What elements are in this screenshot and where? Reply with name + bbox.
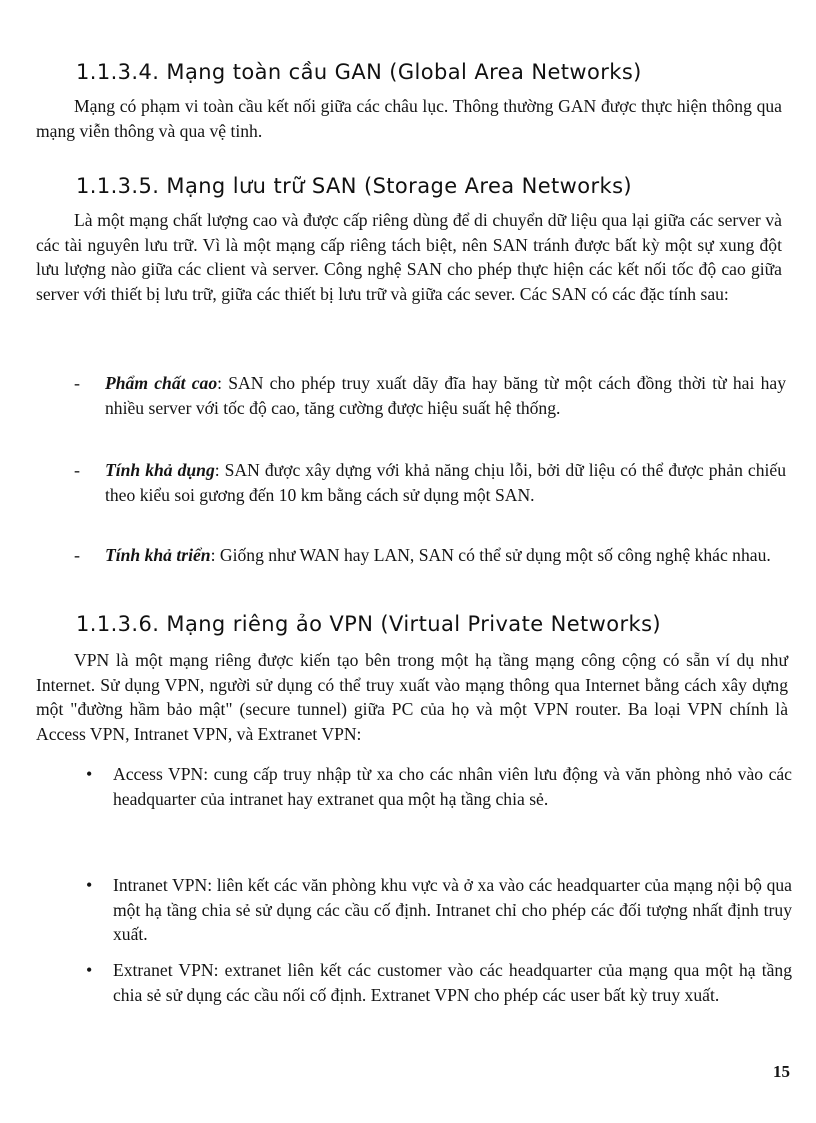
bullet-marker: • (86, 764, 93, 784)
paragraph-gan: Mạng có phạm vi toàn cầu kết nối giữa các châu lục. Thông thường GAN được thực hiện thông qua mạng viễn thông và qua vệ tinh. (36, 96, 782, 141)
section-heading-vpn: 1.1.3.6. Mạng riêng ảo VPN (Virtual Private Networks) (76, 612, 662, 636)
feature-description: : SAN cho phép truy xuất dãy đĩa hay băng từ một cách đồng thời từ hai hay nhiều server với tốc độ cao, tăng cường được hiệu suất hệ thống. (105, 373, 786, 418)
vpn-type-text: Access VPN: cung cấp truy nhập từ xa cho các nhân viên lưu động và văn phòng nhỏ vào các headquarter của intranet hay extranet qua một hạ tầng chia sẻ. (113, 764, 792, 809)
page-number: 15 (773, 1062, 790, 1081)
section-heading-san: 1.1.3.5. Mạng lưu trữ SAN (Storage Area Networks) (76, 174, 633, 198)
feature-text (105, 371, 786, 420)
section-heading-gan: 1.1.3.4. Mạng toàn cầu GAN (Global Area Networks) (76, 60, 642, 84)
dash-marker: - (74, 460, 80, 480)
vpn-type-text: Extranet VPN: extranet liên kết các customer vào các headquarter của mạng qua một hạ tầng chia sẻ sử dụng các cầu nối cố định. Extranet VPN cho phép các user bất kỳ truy xuất. (113, 960, 792, 1005)
dash-marker: - (74, 545, 80, 565)
dash-marker: - (74, 373, 80, 393)
paragraph-vpn: VPN là một mạng riêng được kiến tạo bên trong một hạ tầng mạng công cộng có sẵn ví dụ như Internet. Sử dụng VPN, người sử dụng có thể truy xuất vào mạng thông qua Internet bằng cách xây dựng một "đường hầm bảo mật" (secure tunnel) giữa PC của họ và một VPN router. Ba loại VPN chính là Access VPN, Intranet VPN, và Extranet VPN: (36, 650, 788, 744)
list-item-san-feature (74, 371, 786, 446)
feature-term: Tính khả triển (105, 545, 211, 565)
feature-description: : SAN được xây dựng với khả năng chịu lỗi, bởi dữ liệu có thể được phản chiếu theo kiểu soi gương đến 10 km bằng cách sử dụng một SAN. (105, 460, 786, 505)
bullet-marker: • (86, 960, 93, 980)
vpn-type-text: Intranet VPN: liên kết các văn phòng khu vực và ở xa vào các headquarter của mạng nội bộ qua một hạ tầng chia sẻ sử dụng các cầu cố định. Intranet chỉ cho phép các đối tượng nhất định truy xuất. (113, 875, 792, 945)
list-item-vpn-type (86, 873, 792, 948)
feature-text (105, 543, 786, 568)
list-item-san-feature (74, 458, 786, 533)
list-item-vpn-type (86, 762, 792, 837)
feature-term: Tính khả dụng (105, 460, 215, 480)
list-item-vpn-type (86, 958, 792, 1033)
list-item-san-feature (74, 543, 786, 593)
bullet-marker: • (86, 875, 93, 895)
feature-description: : Giống như WAN hay LAN, SAN có thể sử dụng một số công nghệ khác nhau. (210, 545, 771, 565)
feature-term: Phẩm chất cao (105, 373, 218, 393)
paragraph-san: Là một mạng chất lượng cao và được cấp riêng dùng để di chuyển dữ liệu qua lại giữa các server và các tài nguyên lưu trữ. Vì là một mạng cấp riêng tách biệt, nên SAN tránh được bất kỳ một sự xung đột lưu lượng nào giữa các client và server. Công nghệ SAN cho phép thực hiện các kết nối tốc độ cao giữa server với thiết bị lưu trữ, giữa các thiết bị lưu trữ và giữa các sever. Các SAN có các đặc tính sau: (36, 210, 782, 304)
feature-text (105, 458, 786, 507)
